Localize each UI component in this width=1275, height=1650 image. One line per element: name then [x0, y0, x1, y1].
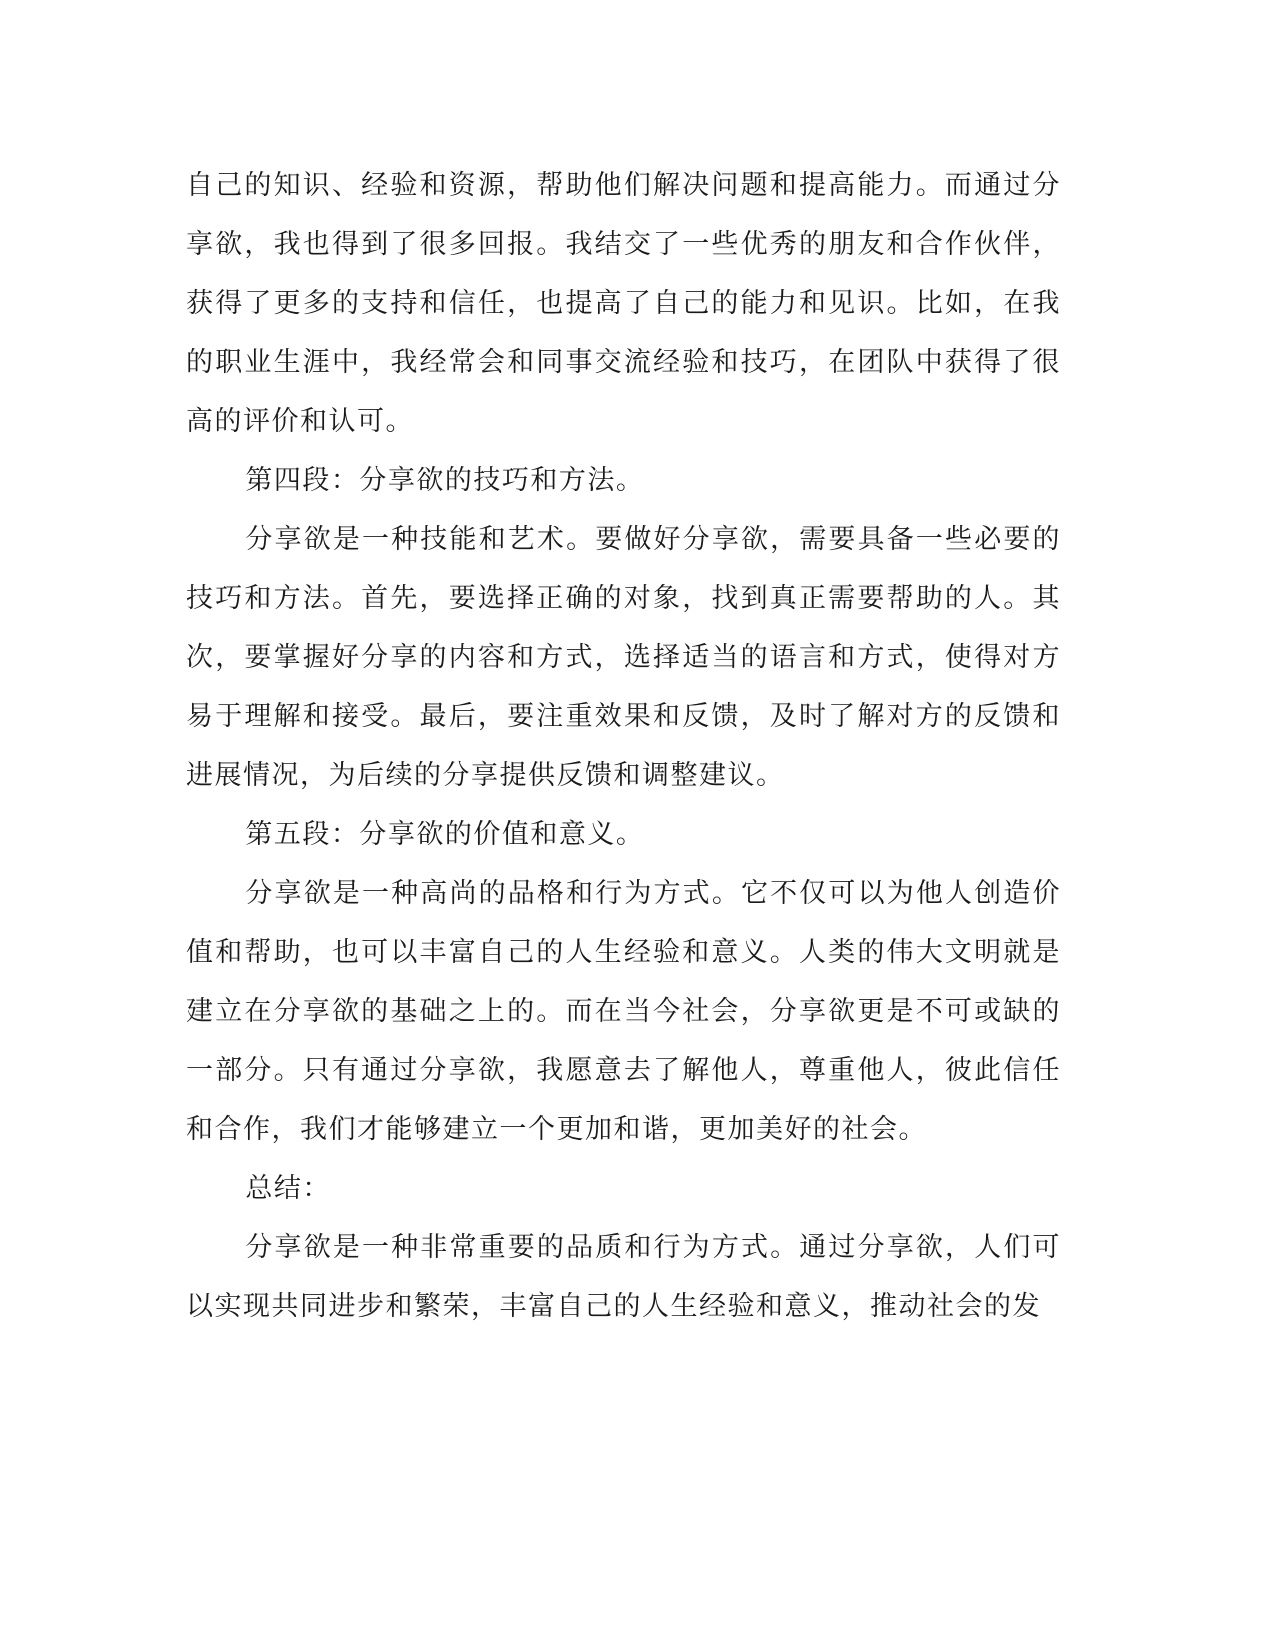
- paragraph-continued: 自己的知识、经验和资源，帮助他们解决问题和提高能力。而通过分享欲，我也得到了很多回报。我结交了一些优秀的朋友和合作伙伴，获得了更多的支持和信任，也提高了自己的能力和见识。比如，在我的职业生涯中，我经常会和同事交流经验和技巧，在团队中获得了很高的评价和认可。: [186, 170, 1061, 437]
- paragraph-section-4: 分享欲是一种技能和艺术。要做好分享欲，需要具备一些必要的技巧和方法。首先，要选择正确的对象，找到真正需要帮助的人。其次，要掌握好分享的内容和方式，选择适当的语言和方式，使得对方易于理解和接受。最后，要注重效果和反馈，及时了解对方的反馈和进展情况，为后续的分享提供反馈和调整建议。: [186, 524, 1061, 791]
- paragraph-summary: 分享欲是一种非常重要的品质和行为方式。通过分享欲，人们可以实现共同进步和繁荣，丰富自己的人生经验和意义，推动社会的发: [186, 1232, 1061, 1322]
- section-heading-5: 第五段：分享欲的价值和意义。: [245, 819, 645, 850]
- document-body: [186, 156, 1061, 1336]
- paragraph-section-5: 分享欲是一种高尚的品格和行为方式。它不仅可以为他人创造价值和帮助，也可以丰富自己的人生经验和意义。人类的伟大文明就是建立在分享欲的基础之上的。而在当今社会，分享欲更是不可或缺的一部分。只有通过分享欲，我愿意去了解他人，尊重他人，彼此信任和合作，我们才能够建立一个更加和谐，更加美好的社会。: [186, 878, 1061, 1145]
- section-heading-4: 第四段：分享欲的技巧和方法。: [245, 465, 645, 496]
- summary-heading: 总结：: [245, 1173, 331, 1204]
